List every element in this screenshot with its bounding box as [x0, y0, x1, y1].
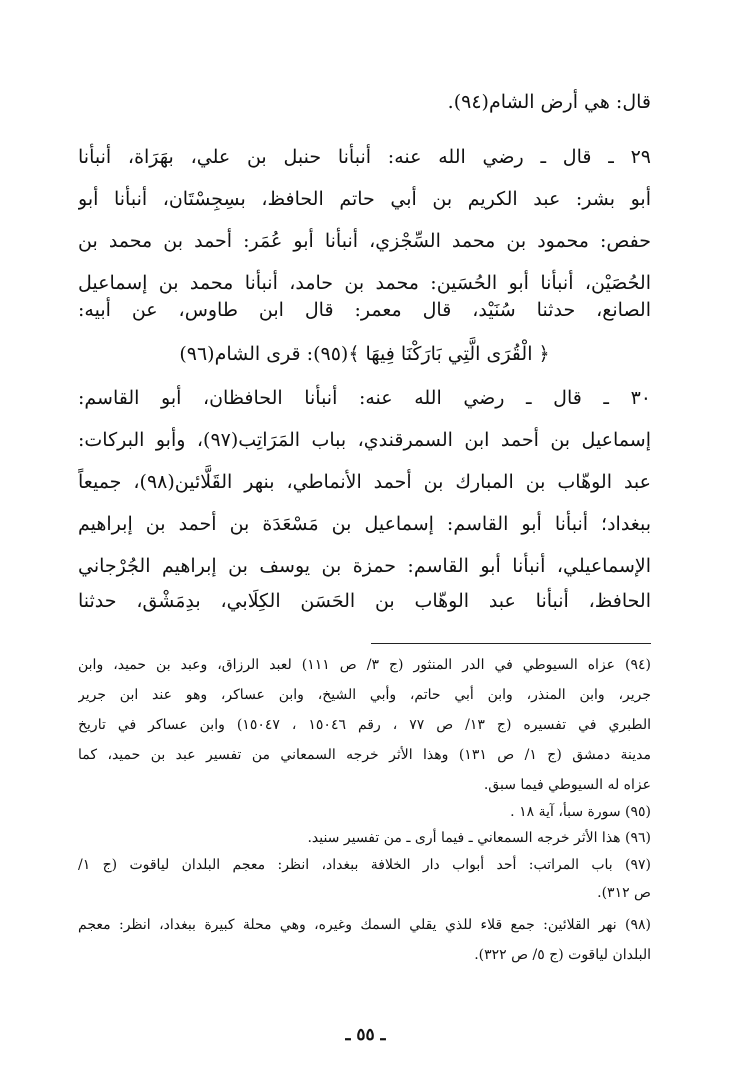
body-line-9: إسماعيل بن أحمد ابن السمرقندي، بباب المَرَاتِب(٩٧)، وأبو البركات: — [78, 429, 651, 451]
footnote-line-10: (٩٨) نهر القلائين: جمع قلاء للذي يقلي السمك وغيره، وهي محلة كبيرة ببغداد، انظر: معجم — [78, 917, 651, 933]
footnote-line-7: (٩٦) هذا الأثر خرجه السمعاني ـ فيما أرى ـ من تفسير سنيد. — [307, 830, 651, 846]
page-number: ـ ٥٥ ـ — [345, 1025, 386, 1045]
body-line-4: حفص: محمود بن محمد السِّجْزي، أنبأنا أبو عُمَر: أحمد بن محمد بن — [78, 230, 651, 252]
body-line-3: أبو بشر: عبد الكريم بن أبي حاتم الحافظ، بسِجِسْتَان، أنبأنا أبو — [78, 188, 651, 210]
footnote-line-3: الطبري في تفسيره (ج ١٣/ ص ٧٧ ، رقم ١٥٠٤٦ ، ١٥٠٤٧) وابن عساكر في تاريخ — [78, 717, 651, 733]
footnote-line-5: عزاه له السيوطي فيما سبق. — [483, 777, 651, 793]
quran-verse-line: ﴿ الْقُرَى الَّتِي بَارَكْنَا فِيهَا ﴾(٩٥): قرى الشام(٩٦) — [179, 343, 550, 365]
footnote-line-9: ص ٣١٢). — [597, 885, 651, 901]
body-line-11: ببغداد؛ أنبأنا أبو القاسم: إسماعيل بن مَسْعَدَة بن أحمد بن إبراهيم — [78, 513, 651, 535]
footnote-line-8: (٩٧) باب المراتب: أحد أبواب دار الخلافة ببغداد، انظر: معجم البلدان لياقوت (ج ١/ — [78, 857, 651, 873]
body-line-8: ٣٠ ـ قال ـ رضي الله عنه: أنبأنا الحافظان، أبو القاسم: — [78, 387, 651, 409]
footnote-line-11: البلدان لياقوت (ج ٥/ ص ٣٢٢). — [474, 947, 651, 963]
body-line-2: ٢٩ ـ قال ـ رضي الله عنه: أنبأنا حنبل بن علي، بهَرَاة، أنبأنا — [78, 146, 651, 168]
footnote-separator — [371, 643, 651, 644]
body-line-1: قال: هي أرض الشام(٩٤). — [447, 91, 651, 113]
footnote-line-2: جرير، وابن المنذر، وابن أبي حاتم، وأبي الشيخ، وابن عساكر، وهو عند ابن جرير — [78, 687, 651, 703]
body-line-10: عبد الوهّاب بن المبارك بن أحمد الأنماطي، بنهر القَلَّائين(٩٨)، جميعاً — [78, 471, 651, 493]
body-line-12: الإسماعيلي، أنبأنا أبو القاسم: حمزة بن يوسف بن إبراهيم الجُرْجاني — [78, 555, 651, 577]
footnote-line-1: (٩٤) عزاه السيوطي في الدر المنثور (ج ٣/ ص ١١١) لعبد الرزاق، وعبد بن حميد، وابن — [78, 657, 651, 673]
footnote-line-4: مدينة دمشق (ج ١/ ص ١٣١) وهذا الأثر خرجه السمعاني من تفسير عبد بن حميد، كما — [78, 747, 651, 763]
body-line-5: الحُصَيْن، أنبأنا أبو الحُسَين: محمد بن حامد، أنبأنا محمد بن إسماعيل — [78, 272, 651, 294]
body-line-13: الحافظ، أنبأنا عبد الوهّاب بن الحَسَن الكِلَابي، بدِمَشْق، حدثنا — [78, 590, 651, 612]
footnote-line-6: (٩٥) سورة سبأ، آية ١٨ . — [510, 804, 651, 820]
body-line-6: الصانع، حدثنا سُنَيْد، قال معمر: قال ابن طاوس، عن أبيه: — [78, 299, 651, 321]
